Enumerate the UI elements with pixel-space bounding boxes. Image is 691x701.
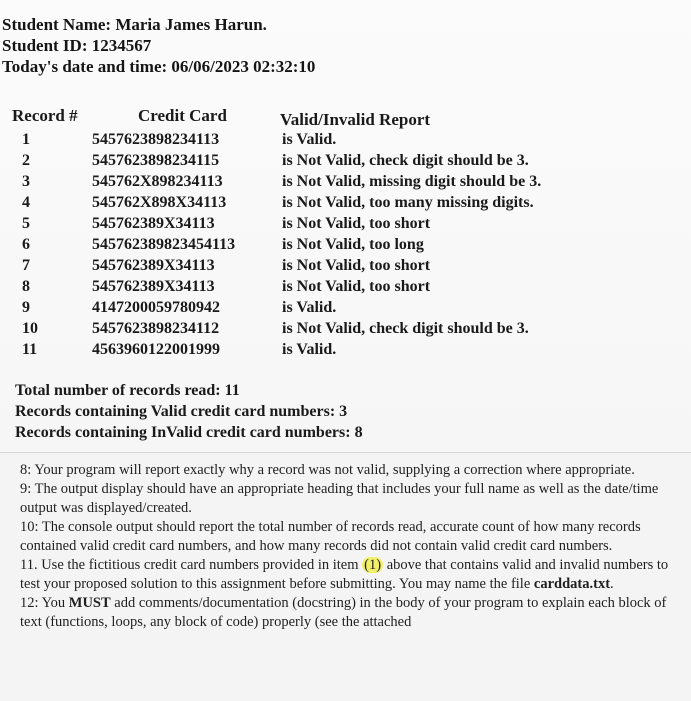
credit-card-number: 545762X898X34113 bbox=[92, 194, 227, 211]
must-emphasis: MUST bbox=[68, 595, 111, 611]
validity-status: is Not Valid, check digit should be 3. bbox=[282, 152, 529, 169]
requirement-11 bbox=[20, 556, 685, 594]
credit-card-number: 545762389X34113 bbox=[92, 278, 215, 295]
validity-status: is Not Valid, too short bbox=[282, 278, 431, 295]
requirement-12-text-a: 12: You bbox=[20, 595, 69, 611]
record-number: 6 bbox=[22, 236, 30, 253]
data-file-name: carddata.txt bbox=[533, 576, 611, 592]
credit-card-number: 5457623898234113 bbox=[92, 131, 220, 148]
record-number: 2 bbox=[22, 152, 30, 169]
requirement-9: 9: The output display should have an appropriate heading that includes your full name as well as the date/time output was displayed/created. bbox=[20, 481, 659, 516]
record-number: 7 bbox=[22, 257, 30, 274]
column-header-record: Record # bbox=[12, 106, 78, 125]
invalid-count-line: Records containing InValid credit card numbers: 8 bbox=[15, 424, 363, 441]
record-number: 5 bbox=[22, 215, 30, 232]
table-row bbox=[0, 194, 691, 215]
credit-card-number: 4563960122001999 bbox=[92, 341, 220, 358]
credit-card-number: 545762389X34113 bbox=[92, 215, 215, 232]
student-name-line: Student Name: Maria James Harun. bbox=[2, 15, 267, 34]
record-number: 1 bbox=[22, 131, 30, 148]
report-heading bbox=[2, 14, 315, 77]
column-header-credit-card: Credit Card bbox=[138, 106, 227, 125]
requirement-10: 10: The console output should report the total number of records read, accurate count of how many records contained valid credit card numbers, and how many records did not contain valid credit card numbers. bbox=[20, 519, 641, 554]
requirement-11-text-b: above that contains valid and invalid numbers to test your proposed solution to this assignment before submitting. You may name the file bbox=[20, 557, 669, 592]
table-row bbox=[0, 257, 691, 278]
table-row bbox=[0, 320, 691, 341]
validity-status: is Valid. bbox=[282, 341, 337, 358]
table-row bbox=[0, 236, 691, 257]
requirement-12-text-b: add comments/documentation (docstring) in the body of your program to explain each block of text (functions, loops, any block of code) properly (see the attached bbox=[20, 595, 667, 630]
credit-card-number: 5457623898234112 bbox=[92, 320, 220, 337]
date-time-line: Today's date and time: 06/06/2023 02:32:10 bbox=[2, 57, 316, 76]
total-records-line: Total number of records read: 11 bbox=[15, 382, 240, 399]
table-row bbox=[0, 341, 691, 362]
record-number: 11 bbox=[22, 341, 38, 358]
column-header-report: Valid/Invalid Report bbox=[280, 110, 431, 129]
table-row bbox=[0, 131, 691, 152]
table-row bbox=[0, 278, 691, 299]
credit-card-number: 545762389823454113 bbox=[92, 236, 236, 253]
validity-status: is Not Valid, check digit should be 3. bbox=[282, 320, 529, 337]
record-number: 4 bbox=[22, 194, 30, 211]
validity-status: is Not Valid, too short bbox=[282, 257, 431, 274]
record-number: 9 bbox=[22, 299, 30, 316]
table-row bbox=[0, 299, 691, 320]
assignment-requirements bbox=[0, 452, 691, 701]
requirement-11-text-c: . bbox=[610, 576, 614, 592]
validity-status: is Not Valid, too many missing digits. bbox=[282, 194, 534, 211]
records-table bbox=[0, 104, 691, 364]
valid-count-line: Records containing Valid credit card numbers: 3 bbox=[15, 403, 348, 420]
validity-status: is Not Valid, too long bbox=[282, 236, 424, 253]
requirement-11-text-a: 11. Use the fictitious credit card numbers provided in item bbox=[20, 557, 363, 573]
credit-card-number: 545762389X34113 bbox=[92, 257, 215, 274]
requirement-8: 8: Your program will report exactly why a record was not valid, supplying a correction where appropriate. bbox=[20, 462, 635, 478]
requirement-12 bbox=[20, 594, 685, 632]
credit-card-number: 545762X898234113 bbox=[92, 173, 223, 190]
credit-card-number: 4147200059780942 bbox=[92, 299, 220, 316]
validity-status: is Not Valid, missing digit should be 3. bbox=[282, 173, 542, 190]
validity-status: is Valid. bbox=[282, 131, 337, 148]
record-number: 3 bbox=[22, 173, 30, 190]
student-id-line: Student ID: 1234567 bbox=[2, 36, 152, 55]
table-row bbox=[0, 152, 691, 173]
record-number: 10 bbox=[22, 320, 38, 337]
table-row bbox=[0, 173, 691, 194]
credit-card-number: 5457623898234115 bbox=[92, 152, 220, 169]
validity-status: is Valid. bbox=[282, 299, 337, 316]
record-number: 8 bbox=[22, 278, 30, 295]
table-row bbox=[0, 215, 691, 236]
item-reference-highlight: (1) bbox=[364, 557, 382, 573]
validity-status: is Not Valid, too short bbox=[282, 215, 431, 232]
totals-summary bbox=[15, 380, 363, 443]
